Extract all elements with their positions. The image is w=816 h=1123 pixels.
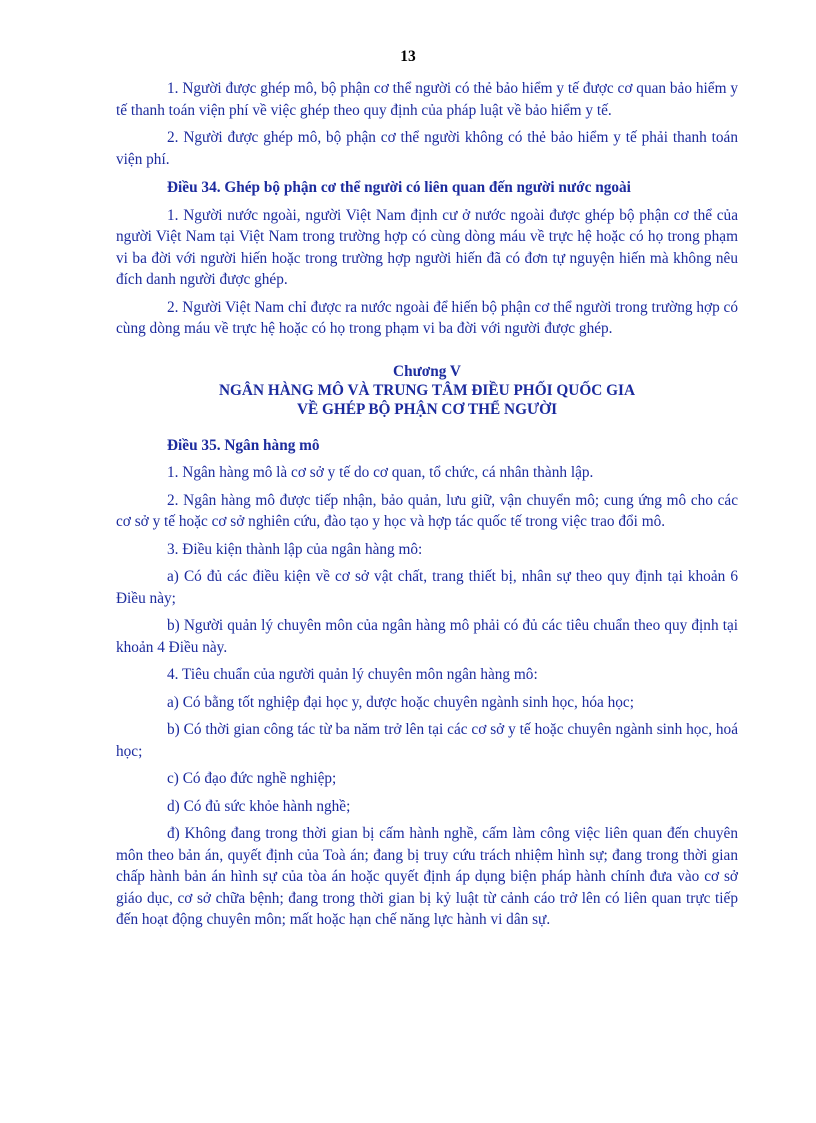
chapter-title-line-2: VỀ GHÉP BỘ PHẬN CƠ THỂ NGƯỜI xyxy=(296,400,558,418)
paragraph-art35-clause-4: 4. Tiêu chuẩn của người quản lý chuyên môn ngân hàng mô: xyxy=(167,666,538,683)
article-35-title: Điều 35. Ngân hàng mô xyxy=(167,436,320,454)
paragraph-art34-clause-1: 1. Người nước ngoài, người Việt Nam định cư ở nước ngoài được ghép bộ phận cơ thể của người Việt Nam tại Việt Nam trong trường hợp có cùng dòng máu về trực hệ hoặc có họ trong phạm vi ba đời với người hiến hoặc trong trường hợp người hiến đã có đơn tự nguyện hiến mà không nêu đích danh người được ghép. xyxy=(116,206,738,288)
paragraph-art33-clause-1: 1. Người được ghép mô, bộ phận cơ thể người có thẻ bảo hiểm y tế được cơ quan bảo hiểm y tế thanh toán viện phí về việc ghép theo quy định của pháp luật về bảo hiểm y tế. xyxy=(116,80,738,119)
paragraph-art35-clause-4c: c) Có đạo đức nghề nghiệp; xyxy=(167,770,337,787)
paragraph-art35-clause-4d: d) Có đủ sức khỏe hành nghề; xyxy=(167,797,351,815)
article-34-title: Điều 34. Ghép bộ phận cơ thể người có liên quan đến người nước ngoài xyxy=(167,179,631,196)
paragraph-art35-clause-3a: a) Có đủ các điều kiện về cơ sở vật chất, trang thiết bị, nhân sự theo quy định tại khoản 6 Điều này; xyxy=(116,568,738,607)
chapter-number: Chương V xyxy=(393,362,461,380)
paragraph-art33-clause-2: 2. Người được ghép mô, bộ phận cơ thể người không có thẻ bảo hiểm y tế phải thanh toán viện phí. xyxy=(116,129,738,168)
chapter-heading xyxy=(116,362,738,419)
paragraph-art35-clause-4b: b) Có thời gian công tác từ ba năm trở lên tại các cơ sở y tế hoặc chuyên ngành sinh học, hoá học; xyxy=(116,721,738,760)
document-body xyxy=(116,78,738,931)
paragraph-art35-clause-1: 1. Ngân hàng mô là cơ sở y tế do cơ quan, tổ chức, cá nhân thành lập. xyxy=(167,464,594,481)
paragraph-art35-clause-2: 2. Ngân hàng mô được tiếp nhận, bảo quản, lưu giữ, vận chuyển mô; cung ứng mô cho các cơ sở y tế hoặc cơ sở nghiên cứu, đào tạo y học và hợp tác quốc tế trong việc trao đổi mô. xyxy=(116,491,738,530)
page-number: 13 xyxy=(400,48,416,65)
paragraph-art35-clause-4a: a) Có bằng tốt nghiệp đại học y, dược hoặc chuyên ngành sinh học, hóa học; xyxy=(167,693,634,711)
paragraph-art35-clause-3b: b) Người quản lý chuyên môn của ngân hàng mô phải có đủ các tiêu chuẩn theo quy định tại khoản 4 Điều này. xyxy=(116,617,738,656)
paragraph-art34-clause-2: 2. Người Việt Nam chỉ được ra nước ngoài để hiến bộ phận cơ thể người trong trường hợp có cùng dòng máu về trực hệ hoặc có họ trong phạm vi ba đời với người được ghép. xyxy=(116,298,738,337)
chapter-title-line-1: NGÂN HÀNG MÔ VÀ TRUNG TÂM ĐIỀU PHỐI QUỐC GIA xyxy=(218,381,635,399)
paragraph-art35-clause-3: 3. Điều kiện thành lập của ngân hàng mô: xyxy=(167,540,423,558)
paragraph-art35-clause-4dd: đ) Không đang trong thời gian bị cấm hành nghề, cấm làm công việc liên quan đến chuyên môn theo bản án, quyết định của Toà án; đang bị truy cứu trách nhiệm hình sự; đang trong thời gian chấp hành bản án hình sự của tòa án hoặc quyết định áp dụng biện pháp hành chính đưa vào cơ sở giáo dục, cơ sở chữa bệnh; đang trong thời gian bị kỷ luật từ cảnh cáo trở lên có liên quan trực tiếp đến hoạt động chuyên môn; mất hoặc hạn chế năng lực hành vi dân sự. xyxy=(116,825,738,928)
